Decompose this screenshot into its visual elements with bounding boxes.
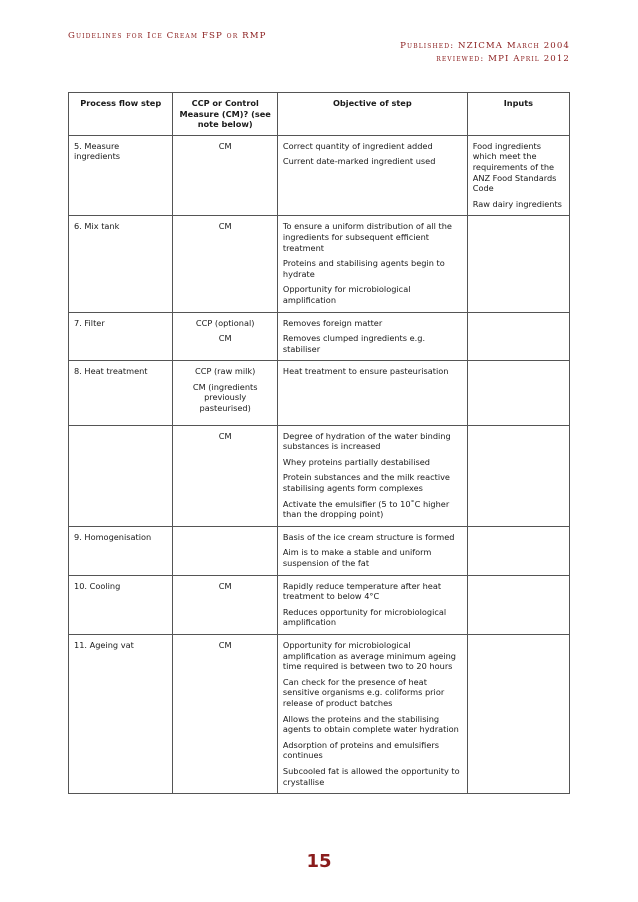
- process-step-cell: [69, 634, 173, 793]
- objective-text: Opportunity for microbiological amplification as average minimum ageing time required is between two to 20 hours: [282, 639, 456, 672]
- ccp-value: CM: [218, 333, 232, 344]
- process-step-cell: [69, 575, 173, 634]
- objective-text: Rapidly reduce temperature after heat treatment to below 4°C: [282, 580, 442, 602]
- reviewed-line: reviewed: MPI April 2012: [436, 54, 570, 64]
- ccp-value: CCP (raw milk): [195, 366, 256, 377]
- objective-text: Adsorption of proteins and emulsifiers continues: [282, 739, 439, 761]
- objective-cell: [277, 361, 467, 425]
- objective-text: Protein substances and the milk reactive stabilising agents form complexes: [282, 472, 450, 494]
- ccp-cell: [173, 312, 277, 361]
- ccp-value: CM: [218, 221, 232, 232]
- document-title-header: Guidelines for Ice Cream FSP or RMP: [68, 31, 267, 41]
- process-step-cell: [69, 425, 173, 526]
- process-step-label: 9. Homogenisation: [74, 531, 152, 542]
- objective-text: Subcooled fat is allowed the opportunity to crystallise: [282, 765, 460, 787]
- process-step-cell: [69, 312, 173, 361]
- objective-cell: [277, 634, 467, 793]
- ccp-cell: [173, 361, 277, 425]
- table-row: [69, 361, 570, 425]
- table-row: [69, 575, 570, 634]
- ccp-cell: [173, 216, 277, 312]
- page-number: 15: [306, 851, 332, 872]
- objective-text: Activate the emulsifier (5 to 10˚C higher than the dropping point): [282, 498, 450, 520]
- process-step-label: 7. Filter: [74, 317, 105, 328]
- objective-text: Correct quantity of ingredient added: [282, 140, 433, 151]
- objective-text: Proteins and stabilising agents begin to hydrate: [282, 258, 445, 279]
- ccp-value: CM: [218, 140, 232, 151]
- objective-cell: [277, 526, 467, 575]
- ccp-cell: [173, 575, 277, 634]
- table-row: [69, 634, 570, 793]
- inputs-cell: [467, 216, 569, 312]
- inputs-cell: [467, 425, 569, 526]
- process-step-label: 10. Cooling: [74, 580, 121, 591]
- header-ccp-or-cm: CCP or Control Measure (CM)? (see note below): [173, 93, 277, 136]
- objective-cell: [277, 575, 467, 634]
- header-process-flow-step: Process flow step: [69, 93, 173, 136]
- objective-cell: [277, 216, 467, 312]
- inputs-cell: [467, 312, 569, 361]
- process-step-cell: [69, 361, 173, 425]
- process-step-cell: [69, 135, 173, 216]
- objective-text: Basis of the ice cream structure is formed: [282, 531, 455, 542]
- ccp-cell: [173, 634, 277, 793]
- objective-text: Degree of hydration of the water binding substances is increased: [282, 430, 451, 452]
- header-objective: Objective of step: [277, 93, 467, 136]
- inputs-cell: [467, 361, 569, 425]
- objective-text: To ensure a uniform distribution of all the ingredients for subsequent efficient treatment: [282, 221, 452, 253]
- objective-text: Allows the proteins and the stabilising agents to obtain complete water hydration: [282, 713, 459, 735]
- process-step-label: 11. Ageing vat: [74, 639, 134, 650]
- objective-text: Current date-marked ingredient used: [282, 156, 436, 167]
- table-row: [69, 216, 570, 312]
- objective-text: Can check for the presence of heat sensitive organisms e.g. coliforms prior release of product batches: [282, 676, 445, 708]
- objective-text: Heat treatment to ensure pasteurisation: [282, 366, 449, 377]
- objective-text: Removes clumped ingredients e.g. stabiliser: [282, 333, 426, 354]
- input-text: Food ingredients which meet the requirements of the ANZ Food Standards Code: [472, 140, 557, 194]
- objective-text: Reduces opportunity for microbiological amplification: [282, 606, 447, 628]
- objective-cell: [277, 425, 467, 526]
- objective-text: Aim is to make a stable and uniform suspension of the fat: [282, 547, 432, 568]
- inputs-cell: [467, 135, 569, 216]
- process-steps-table: [68, 92, 570, 794]
- ccp-value: CM: [218, 430, 232, 441]
- table-header-row: [69, 93, 570, 136]
- objective-text: Removes foreign matter: [282, 317, 383, 328]
- objective-text: Whey proteins partially destabilised: [282, 456, 430, 467]
- publication-info: [400, 40, 570, 66]
- inputs-cell: [467, 526, 569, 575]
- header-inputs: Inputs: [467, 93, 569, 136]
- table-row: [69, 135, 570, 216]
- published-line: Published: NZICMA March 2004: [400, 41, 570, 51]
- inputs-cell: [467, 634, 569, 793]
- table-row: [69, 526, 570, 575]
- process-step-cell: [69, 526, 173, 575]
- ccp-value: CCP (optional): [195, 317, 255, 328]
- process-step-label: 8. Heat treatment: [74, 366, 148, 377]
- input-text: Raw dairy ingredients: [472, 198, 562, 209]
- inputs-cell: [467, 575, 569, 634]
- objective-cell: [277, 135, 467, 216]
- process-step-label: 5. Measure ingredients: [74, 140, 121, 162]
- process-step-label: 6. Mix tank: [74, 221, 120, 232]
- table-row: [69, 425, 570, 526]
- ccp-value: CM (ingredients previously pasteurised): [192, 381, 258, 414]
- table-row: [69, 312, 570, 361]
- ccp-value: CM: [218, 580, 232, 591]
- process-step-cell: [69, 216, 173, 312]
- objective-cell: [277, 312, 467, 361]
- ccp-value: CM: [218, 639, 232, 650]
- ccp-cell: [173, 526, 277, 575]
- ccp-cell: [173, 135, 277, 216]
- ccp-cell: [173, 425, 277, 526]
- objective-text: Opportunity for microbiological amplification: [282, 284, 411, 305]
